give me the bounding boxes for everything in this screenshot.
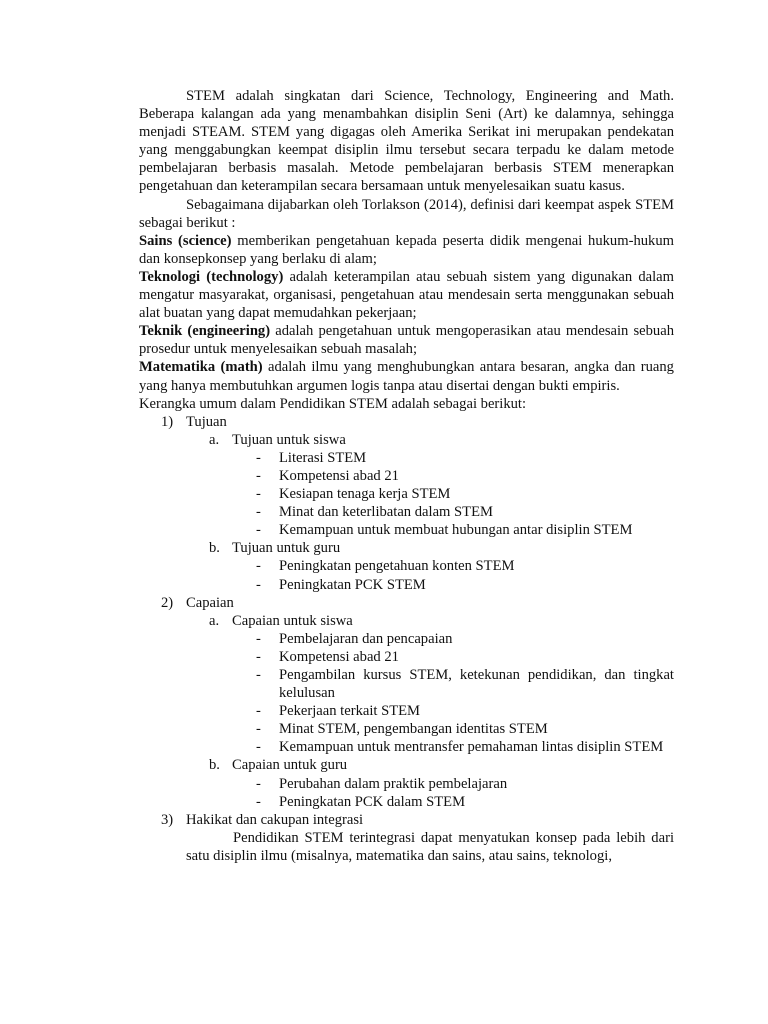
list-item [139, 666, 674, 702]
definition-teknik [139, 322, 674, 358]
section-number: 1) [161, 413, 174, 430]
intro-paragraph-1: STEM adalah singkatan dari Science, Technology, Engineering and Math. Beberapa kalangan ada yang menambahkan disiplin Seni (Art) ke dalamnya, sehingga menjadi STEAM. STEM yang digagas oleh Amerika Serikat ini merupakan pendekatan yang menggabungkan keempat disiplin ilmu tersebut secara terpadu ke dalam metode pembelajaran berbasis masalah. Metode pembelajaran berbasis STEM menerapkan pengetahuan dan keterampilan secara bersamaan untuk menyelesaikan suatu kasus. [139, 88, 674, 195]
list-item [139, 775, 674, 793]
definition-text: adalah ilmu yang menghubungkan antara besaran, angka dan ruang yang hanya membutuhkan argumen logis tanpa atau disertai dengan bukti empiris. [139, 359, 674, 394]
dash-bullet: - [256, 449, 261, 466]
list-item [139, 449, 674, 467]
definition-term: Matematika (math) [139, 359, 263, 376]
subsection-letter: a. [209, 612, 220, 629]
dash-bullet: - [256, 739, 261, 756]
section-heading [139, 413, 674, 431]
intro-paragraph-2: Sebagaimana dijabarkan oleh Torlakson (2014), definisi dari keempat aspek STEM sebagai berikut : [139, 196, 674, 231]
definition-term: Teknologi (technology) [139, 268, 284, 285]
dash-bullet: - [256, 504, 261, 521]
section-number: 2) [161, 594, 174, 611]
subsection-letter: b. [209, 757, 220, 774]
subsection-letter: a. [209, 431, 220, 448]
list-item-text: Kompetensi abad 21 [279, 467, 399, 484]
list-item-text: Minat dan keterlibatan dalam STEM [279, 504, 493, 521]
list-item-text: Pekerjaan terkait STEM [279, 703, 421, 720]
definition-sains [139, 232, 674, 268]
dash-bullet: - [256, 467, 261, 484]
subsection-heading [139, 431, 674, 449]
section-heading [139, 811, 674, 829]
subsection-heading [139, 539, 674, 557]
subsection-heading [139, 612, 674, 630]
definition-term: Teknik (engineering) [139, 323, 271, 340]
list-item-text: Kemampuan untuk mentransfer pemahaman lintas disiplin STEM [279, 739, 664, 756]
subsection-letter: b. [209, 540, 220, 557]
list-item [139, 793, 674, 811]
list-item [139, 485, 674, 503]
list-item [139, 576, 674, 594]
dash-bullet: - [256, 558, 261, 575]
list-item [139, 557, 674, 575]
dash-bullet: - [256, 775, 261, 792]
list-item-text: Peningkatan PCK dalam STEM [279, 793, 466, 810]
dash-bullet: - [256, 793, 261, 810]
section-title: Hakikat dan cakupan integrasi [186, 811, 364, 828]
definition-teknologi [139, 268, 674, 322]
list-item [139, 467, 674, 485]
dash-bullet: - [256, 721, 261, 738]
section-paragraph: Pendidikan STEM terintegrasi dapat menyatukan konsep pada lebih dari satu disiplin ilmu (misalnya, matematika dan sains, atau sains, teknologi, [186, 829, 674, 864]
dash-bullet: - [256, 667, 261, 683]
list-item [139, 720, 674, 738]
subsection-title: Capaian untuk guru [232, 757, 348, 774]
definition-term: Sains (science) [139, 232, 232, 249]
list-item-text: Minat STEM, pengembangan identitas STEM [279, 721, 548, 738]
framework-intro: Kerangka umum dalam Pendidikan STEM adalah sebagai berikut: [139, 395, 527, 412]
subsection-title: Capaian untuk siswa [232, 612, 353, 629]
subsection-title: Tujuan untuk siswa [232, 431, 346, 448]
list-item [139, 521, 674, 539]
list-item-text: Kemampuan untuk membuat hubungan antar disiplin STEM [279, 522, 633, 539]
list-item [139, 648, 674, 666]
dash-bullet: - [256, 630, 261, 647]
list-item [139, 702, 674, 720]
definition-text: memberikan pengetahuan kepada peserta didik mengenai hukum-hukum dan konsepkonsep yang berlaku di alam; [139, 232, 674, 267]
list-item-text: Kesiapan tenaga kerja STEM [279, 486, 451, 503]
dash-bullet: - [256, 576, 261, 593]
dash-bullet: - [256, 522, 261, 539]
section-heading [139, 594, 674, 612]
list-item-text: Pembelajaran dan pencapaian [279, 630, 453, 647]
document-body [139, 87, 674, 865]
list-item [139, 630, 674, 648]
list-item-text: Perubahan dalam praktik pembelajaran [279, 775, 508, 792]
list-item [139, 503, 674, 521]
list-item-text: Pengambilan kursus STEM, ketekunan pendidikan, dan tingkat kelulusan [279, 667, 674, 702]
subsection-title: Tujuan untuk guru [232, 540, 341, 557]
list-item-text: Peningkatan pengetahuan konten STEM [279, 558, 515, 575]
dash-bullet: - [256, 648, 261, 665]
section-title: Tujuan [186, 413, 227, 430]
subsection-heading [139, 756, 674, 774]
definition-matematika [139, 358, 674, 394]
list-item-text: Peningkatan PCK STEM [279, 576, 426, 593]
list-item [139, 738, 674, 756]
dash-bullet: - [256, 703, 261, 720]
definition-text: adalah pengetahuan untuk mengoperasikan atau mendesain sebuah prosedur untuk menyelesaikan sebuah masalah; [139, 323, 674, 358]
section-title: Capaian [186, 594, 234, 611]
section-number: 3) [161, 811, 174, 828]
dash-bullet: - [256, 486, 261, 503]
list-item-text: Literasi STEM [279, 449, 367, 466]
definition-text: adalah keterampilan atau sebuah sistem yang digunakan dalam mengatur masyarakat, organisasi, pengetahuan atau mendesain serta menggunakan sebuah alat buatan yang dapat memudahkan pekerjaan; [139, 268, 675, 322]
list-item-text: Kompetensi abad 21 [279, 648, 399, 665]
